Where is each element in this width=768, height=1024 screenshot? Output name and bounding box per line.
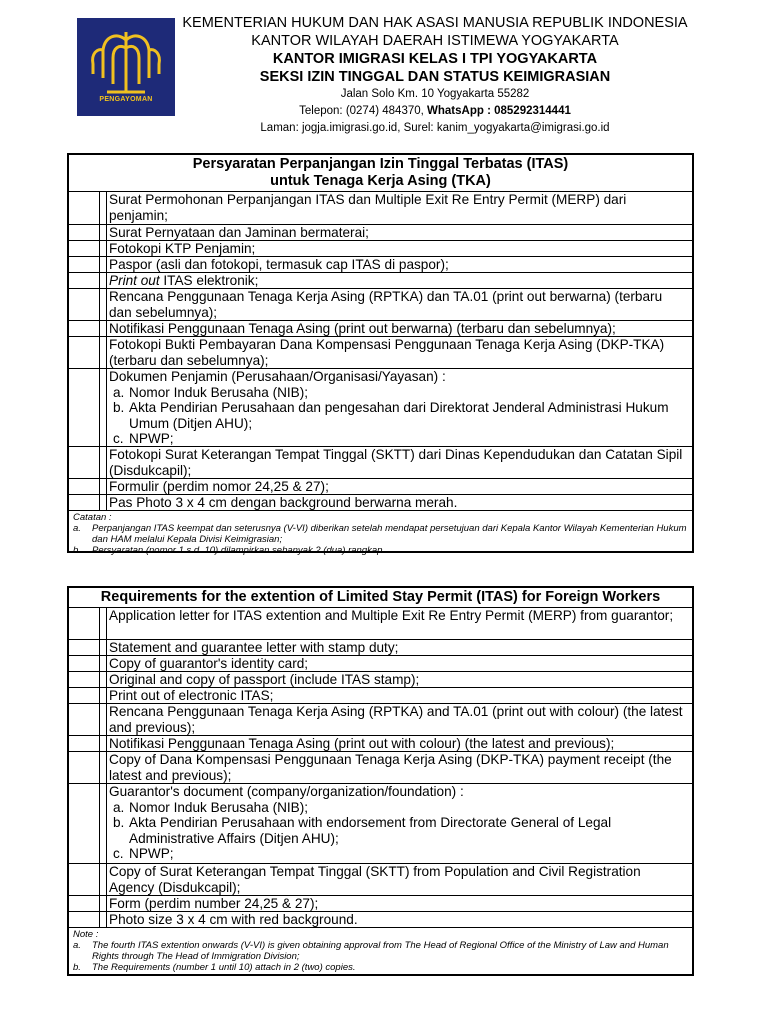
requirement-row xyxy=(69,656,692,672)
requirement-row xyxy=(69,896,692,912)
number-cell xyxy=(69,479,100,494)
check-cell xyxy=(100,257,107,272)
table-title-line-1: Persyaratan Perpanjangan Izin Tinggal Terbatas (ITAS) xyxy=(192,156,569,172)
website-email-line: Laman: jogja.imigrasi.go.id, Surel: kanim_yogyakarta@imigrasi.go.id xyxy=(260,122,610,134)
section-name: SEKSI IZIN TINGGAL DAN STATUS KEIMIGRASIAN xyxy=(259,69,611,85)
check-cell xyxy=(100,912,107,927)
check-cell xyxy=(100,479,107,494)
sublist-item xyxy=(109,431,688,447)
note-text: Perpanjangan ITAS keempat dan seterusnya (V-VI) diberikan setelah mendapat persetujuan dari Kepala Kantor Wilayah Kementerian Hukum dan HAM melalui Kepala Divisi Keimigrasian; xyxy=(92,523,687,545)
sublist-text: Akta Pendirian Perusahaan with endorsement from Directorate General of Legal Administrative Affairs (Ditjen AHU); xyxy=(129,815,612,846)
requirement-row xyxy=(69,784,692,864)
table-title-line: Requirements for the extention of Limited Stay Permit (ITAS) for Foreign Workers xyxy=(100,589,661,605)
check-cell xyxy=(100,321,107,336)
note-label: b. xyxy=(73,545,81,556)
sublist-label: c. xyxy=(113,431,124,447)
sublist-label: b. xyxy=(113,815,125,831)
requirement-row xyxy=(69,608,692,640)
requirement-text: Copy of Dana Kompensasi Penggunaan Tenaga Kerja Asing (DKP-TKA) payment receipt (the latest and previous); xyxy=(109,752,672,783)
requirement-text: Statement and guarantee letter with stamp duty; xyxy=(109,640,399,655)
note-item xyxy=(73,962,688,973)
requirements-table-id xyxy=(67,153,694,556)
note-text: The Requirements (number 1 until 10) attach in 2 (two) copies. xyxy=(92,962,356,973)
requirement-text: Photo size 3 x 4 cm with red background. xyxy=(109,912,358,927)
note-text: The fourth ITAS extention onwards (V-VI) is given obtaining approval from The Head of Regional Office of the Ministry of Law and Human Rights through The Head of Immigration Division; xyxy=(92,940,669,962)
requirement-row xyxy=(69,688,692,704)
ministry-name: KEMENTERIAN HUKUM DAN HAK ASASI MANUSIA REPUBLIK INDONESIA xyxy=(182,15,688,31)
check-cell xyxy=(100,864,107,895)
requirement-text: Copy of guarantor's identity card; xyxy=(109,656,309,671)
requirement-text: Application letter for ITAS extention and Multiple Exit Re Entry Permit (MERP) from guarantor; xyxy=(109,608,674,623)
sublist-item xyxy=(109,400,688,431)
requirement-text: Guarantor's document (company/organization/foundation) : xyxy=(109,784,464,799)
check-cell xyxy=(100,273,107,288)
check-cell xyxy=(100,784,107,863)
check-cell xyxy=(100,608,107,639)
sublist-item xyxy=(109,815,688,846)
letterhead xyxy=(0,0,768,135)
sublist-text: Akta Pendirian Perusahaan dan pengesahan dari Direktorat Jenderal Administrasi Hukum Umum (Ditjen AHU); xyxy=(129,400,669,431)
requirement-row xyxy=(69,752,692,784)
number-cell xyxy=(69,273,100,288)
number-cell xyxy=(69,321,100,336)
requirement-row xyxy=(69,273,692,289)
requirement-text: Formulir (perdim nomor 24,25 & 27); xyxy=(109,479,329,494)
check-cell xyxy=(100,289,107,320)
requirement-row xyxy=(69,369,692,447)
number-cell xyxy=(69,896,100,911)
requirement-text: Paspor (asli dan fotokopi, termasuk cap ITAS di paspor); xyxy=(109,257,449,272)
sublist-text: NPWP; xyxy=(129,846,174,862)
number-cell xyxy=(69,672,100,687)
requirement-text: Fotokopi KTP Penjamin; xyxy=(109,241,256,256)
notes-title: Catatan : xyxy=(73,512,112,523)
notes-block xyxy=(69,511,692,557)
check-cell xyxy=(100,656,107,671)
table-title-en xyxy=(69,588,692,608)
requirement-text: Dokumen Penjamin (Perusahaan/Organisasi/Yayasan) : xyxy=(109,369,446,384)
number-cell xyxy=(69,640,100,655)
check-cell xyxy=(100,672,107,687)
check-cell xyxy=(100,752,107,783)
requirement-text: Fotokopi Surat Keterangan Tempat Tinggal (SKTT) dari Dinas Kependudukan dan Catatan Sipil (Disdukcapil); xyxy=(109,447,683,478)
requirement-text-with-sublist xyxy=(107,369,692,446)
requirement-text: Copy of Surat Keterangan Tempat Tinggal (SKTT) from Population and Civil Registration Agency (Disdukcapil); xyxy=(109,864,641,895)
table-title-id xyxy=(69,155,692,192)
requirement-row xyxy=(69,736,692,752)
number-cell xyxy=(69,688,100,703)
print-out-italic: Print out xyxy=(109,273,160,288)
requirement-text: Form (perdim number 24,25 & 27); xyxy=(109,896,319,911)
note-label: b. xyxy=(73,962,81,973)
check-cell xyxy=(100,337,107,368)
requirement-row xyxy=(69,225,692,241)
check-cell xyxy=(100,447,107,478)
requirement-row xyxy=(69,495,692,511)
notes-block xyxy=(69,928,692,974)
note-item xyxy=(73,523,688,545)
requirement-row xyxy=(69,337,692,369)
requirement-row xyxy=(69,704,692,736)
requirement-row xyxy=(69,672,692,688)
number-cell xyxy=(69,656,100,671)
letterhead-text xyxy=(180,14,690,137)
check-cell xyxy=(100,241,107,256)
number-cell xyxy=(69,369,100,446)
number-cell xyxy=(69,447,100,478)
number-cell xyxy=(69,784,100,863)
requirement-text: Notifikasi Penggunaan Tenaga Asing (print out with colour) (the latest and previous); xyxy=(109,736,615,751)
requirement-text: Notifikasi Penggunaan Tenaga Asing (print out berwarna) (terbaru dan sebelumnya); xyxy=(109,321,616,336)
check-cell xyxy=(100,225,107,240)
requirements-table-en xyxy=(67,586,694,976)
logo-caption: PENGAYOMAN xyxy=(99,96,153,103)
requirement-row xyxy=(69,479,692,495)
table-title-line-2: untuk Tenaga Kerja Asing (TKA) xyxy=(270,173,491,189)
requirement-text-with-sublist xyxy=(107,784,692,863)
notes-title: Note : xyxy=(73,929,99,940)
requirement-row xyxy=(69,864,692,896)
note-label: a. xyxy=(73,940,81,951)
sublist-label: a. xyxy=(113,384,125,400)
sublist-item xyxy=(109,846,688,862)
number-cell xyxy=(69,289,100,320)
check-cell xyxy=(100,896,107,911)
pengayoman-logo xyxy=(77,18,175,116)
office-name: KANTOR IMIGRASI KELAS I TPI YOGYAKARTA xyxy=(272,51,598,67)
phone-text: Telepon: (0274) 484370, xyxy=(299,105,428,117)
requirement-text xyxy=(107,273,692,288)
contact-line xyxy=(180,103,690,120)
requirement-text: Rencana Penggunaan Tenaga Kerja Asing (RPTKA) dan TA.01 (print out berwarna) (terbaru dan sebelumnya); xyxy=(109,289,663,320)
check-cell xyxy=(100,369,107,446)
number-cell xyxy=(69,736,100,751)
number-cell xyxy=(69,225,100,240)
requirement-text: Surat Pernyataan dan Jaminan bermaterai; xyxy=(109,225,369,240)
regional-office-name: KANTOR WILAYAH DAERAH ISTIMEWA YOGYAKARTA xyxy=(251,33,619,49)
number-cell xyxy=(69,608,100,639)
number-cell xyxy=(69,495,100,510)
requirement-text: Rencana Penggunaan Tenaga Kerja Asing (RPTKA) and TA.01 (print out with colour) (the latest and previous); xyxy=(109,704,683,735)
requirement-row xyxy=(69,241,692,257)
note-item xyxy=(73,545,688,556)
number-cell xyxy=(69,752,100,783)
number-cell xyxy=(69,912,100,927)
requirement-row xyxy=(69,912,692,928)
check-cell xyxy=(100,736,107,751)
sublist-item xyxy=(109,385,688,401)
sublist-text: NPWP; xyxy=(129,431,174,447)
check-cell xyxy=(100,192,107,224)
number-cell xyxy=(69,241,100,256)
sublist-item xyxy=(109,800,688,816)
requirement-row xyxy=(69,192,692,225)
requirement-text: Print out of electronic ITAS; xyxy=(109,688,274,703)
requirement-row xyxy=(69,640,692,656)
check-cell xyxy=(100,704,107,735)
requirement-text: Fotokopi Bukti Pembayaran Dana Kompensasi Penggunaan Tenaga Kerja Asing (DKP-TKA) (terbaru dan sebelumnya); xyxy=(109,337,665,368)
number-cell xyxy=(69,257,100,272)
whatsapp-text: WhatsApp : 085292314441 xyxy=(427,105,571,117)
check-cell xyxy=(100,640,107,655)
sublist-label: a. xyxy=(113,799,125,815)
number-cell xyxy=(69,864,100,895)
requirement-text: Original and copy of passport (include ITAS stamp); xyxy=(109,672,420,687)
requirement-row xyxy=(69,289,692,321)
requirement-row xyxy=(69,257,692,273)
sublist-label: b. xyxy=(113,400,125,416)
office-address: Jalan Solo Km. 10 Yogyakarta 55282 xyxy=(340,88,530,100)
sublist-text: Nomor Induk Berusaha (NIB); xyxy=(129,799,309,815)
requirement-row xyxy=(69,321,692,337)
requirement-row xyxy=(69,447,692,479)
requirement-text: Pas Photo 3 x 4 cm dengan background berwarna merah. xyxy=(109,495,458,510)
sublist-text: Nomor Induk Berusaha (NIB); xyxy=(129,384,309,400)
check-cell xyxy=(100,688,107,703)
note-item xyxy=(73,940,688,962)
requirement-text-rest: ITAS elektronik; xyxy=(163,273,259,288)
sublist-label: c. xyxy=(113,846,124,862)
requirement-text: Surat Permohonan Perpanjangan ITAS dan Multiple Exit Re Entry Permit (MERP) dari penjamin; xyxy=(109,192,627,223)
number-cell xyxy=(69,337,100,368)
number-cell xyxy=(69,192,100,224)
note-text: Persyaratan (nomor 1 s.d. 10) dilampirkan sebanyak 2 (dua) rangkap. xyxy=(92,545,386,556)
number-cell xyxy=(69,704,100,735)
note-label: a. xyxy=(73,523,81,534)
check-cell xyxy=(100,495,107,510)
